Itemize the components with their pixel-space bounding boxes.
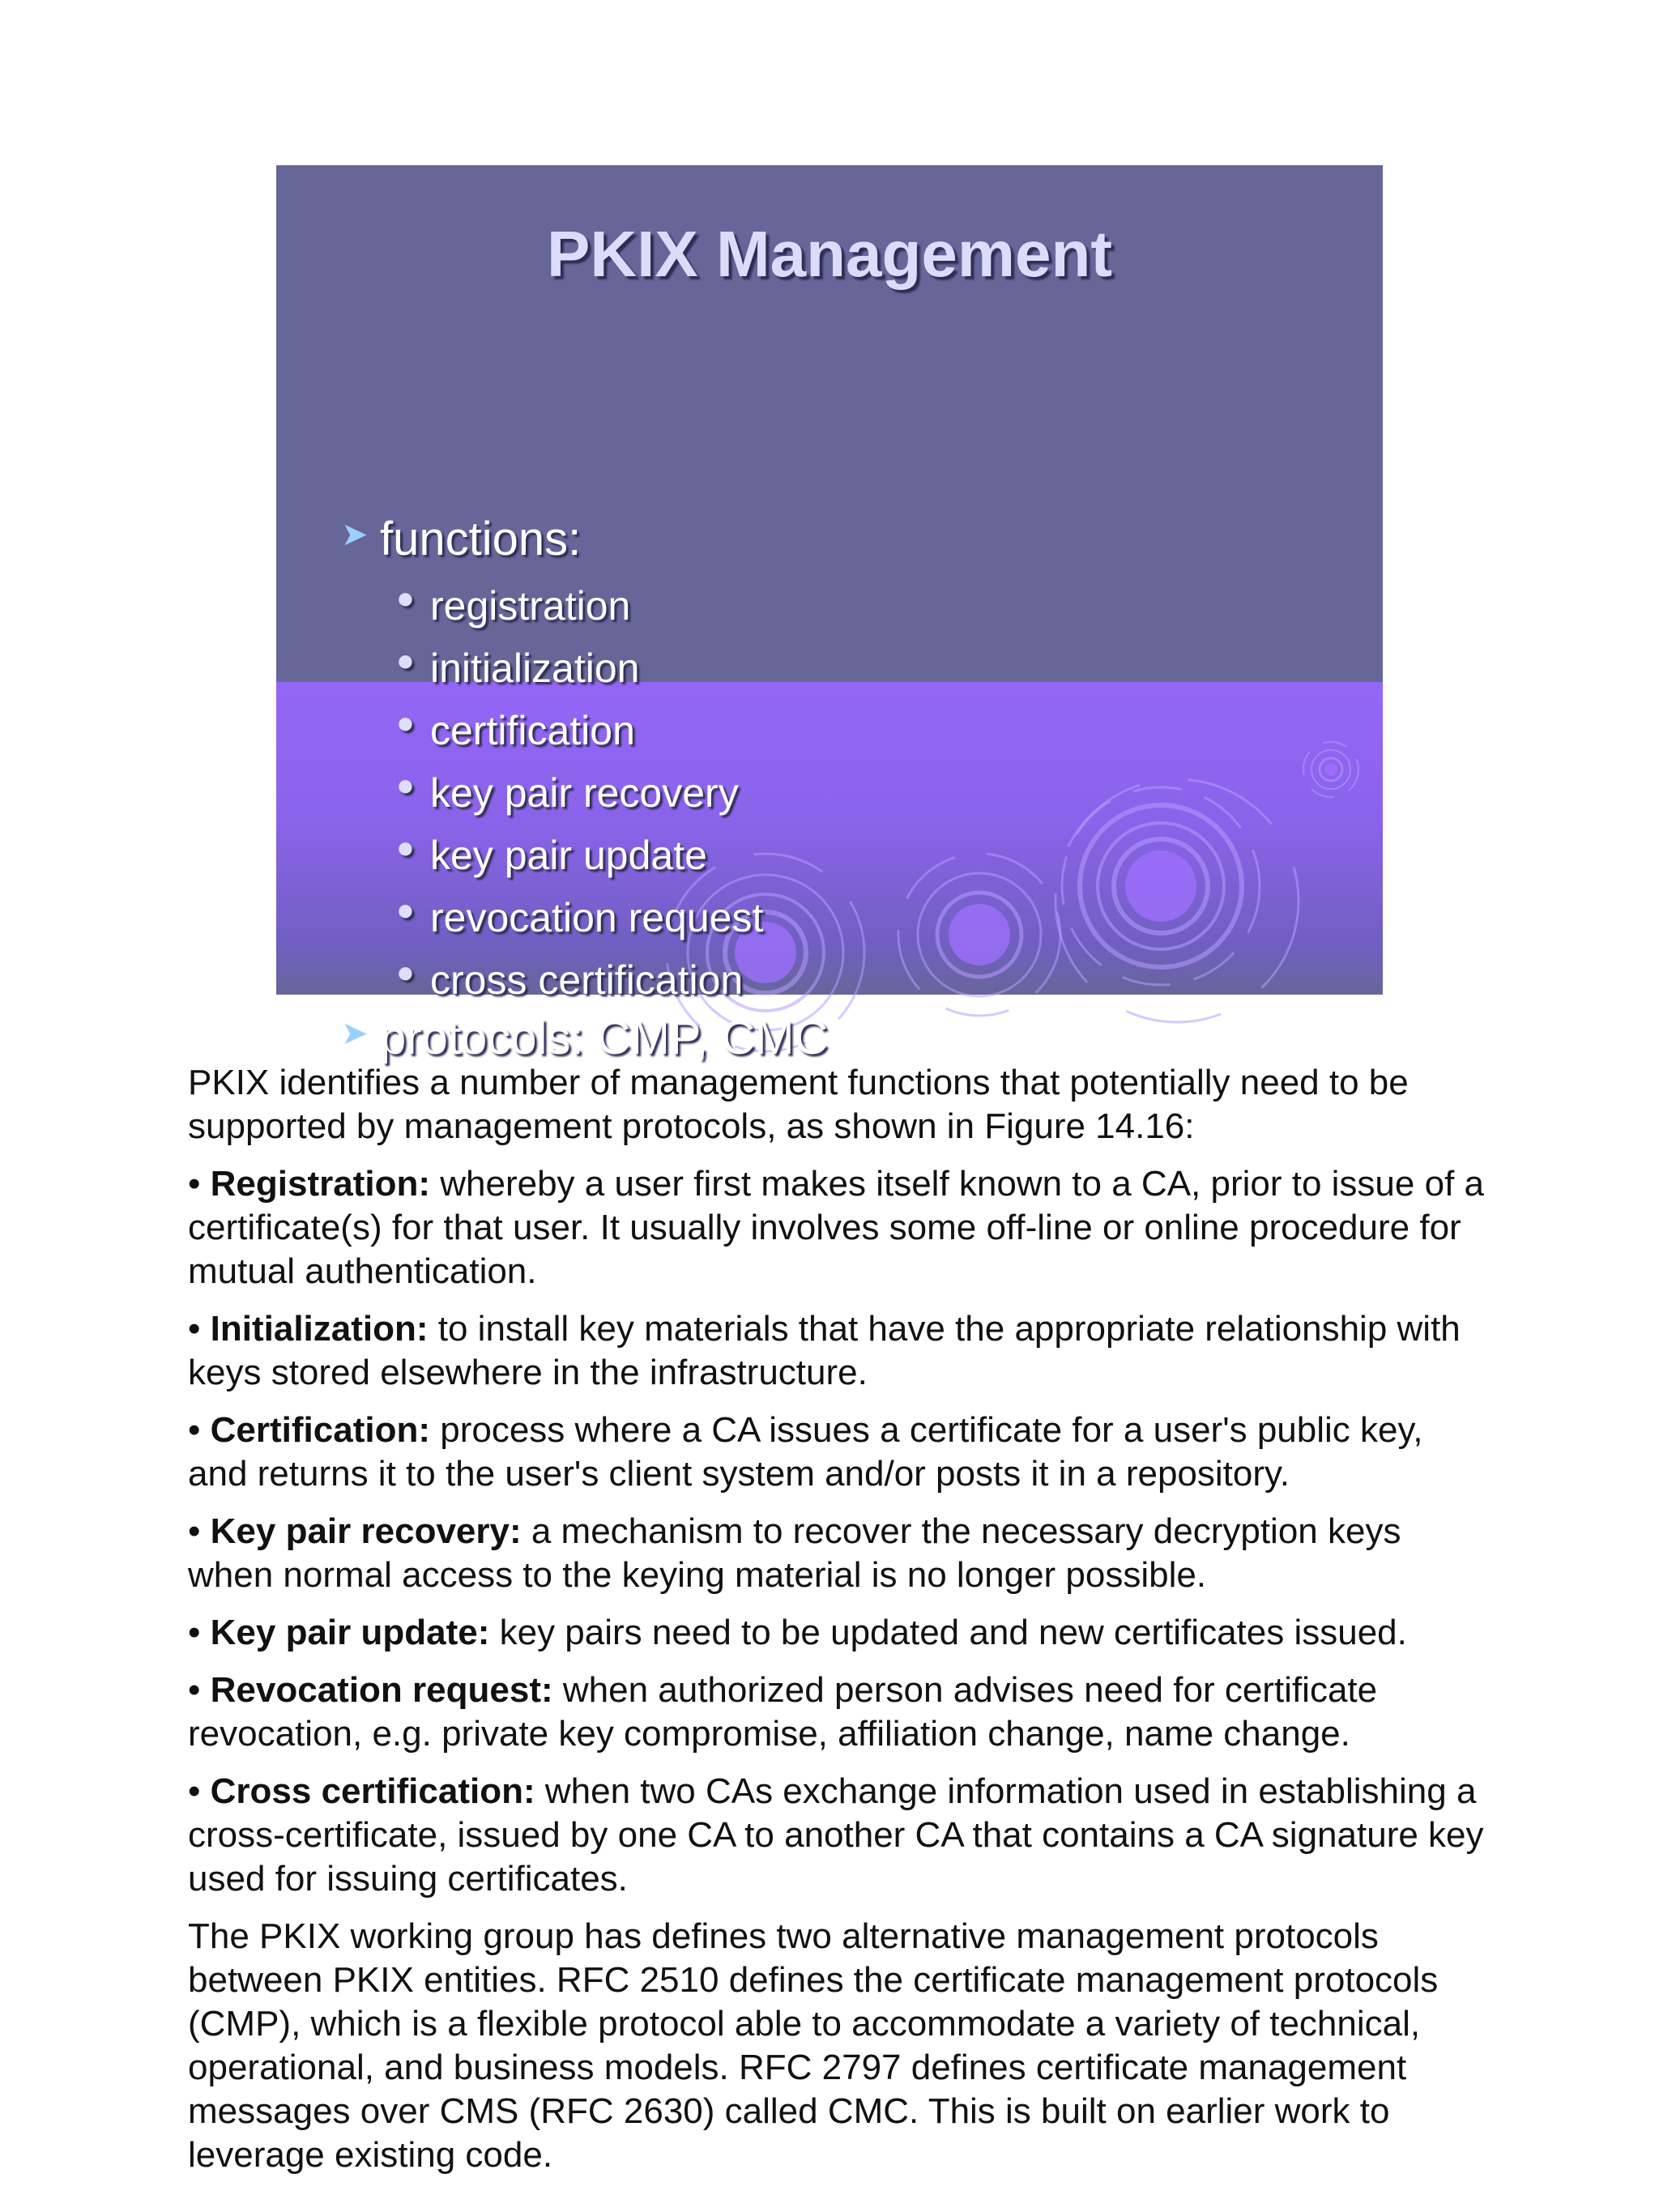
notes-item <box>188 1669 1484 1756</box>
speaker-notes <box>188 1061 1484 2191</box>
protocols-heading <box>341 1011 828 1065</box>
function-item <box>396 956 743 1004</box>
notes-text: when authorized person advises need for certificate revocation, e.g. private key compromise, affiliation change, name change. <box>188 1670 1378 1754</box>
bullet-glyph: • <box>188 1670 211 1710</box>
notes-text: key pairs need to be updated and new certificates issued. <box>489 1613 1407 1652</box>
notes-term: Initialization: <box>210 1309 429 1349</box>
function-label: registration <box>430 583 631 629</box>
notes-term: Revocation request: <box>210 1670 553 1710</box>
notes-term: Certification: <box>210 1410 430 1450</box>
dot-bullet-icon: ● <box>396 956 415 990</box>
dot-bullet-icon: ● <box>396 831 415 865</box>
function-item <box>396 831 707 879</box>
functions-label: functions: <box>380 513 582 565</box>
function-item <box>396 644 639 692</box>
slide-title: PKIX Management <box>547 218 1112 290</box>
function-label: certification <box>430 708 635 753</box>
notes-item <box>188 1611 1484 1655</box>
function-item <box>396 769 739 816</box>
slide-image <box>276 165 1383 1064</box>
bullet-glyph: • <box>188 1511 211 1551</box>
arrow-bullet-icon: ➤ <box>341 517 369 552</box>
protocols-label: protocols: CMP, CMC <box>380 1012 829 1064</box>
notes-text: when two CAs exchange information used in establishing a cross-certificate, issued by one CA to another CA that contains a CA signature key used for issuing certificates. <box>188 1771 1484 1899</box>
dot-bullet-icon: ● <box>396 644 415 678</box>
function-item <box>396 706 635 754</box>
bullet-glyph: • <box>188 1309 211 1349</box>
function-item <box>396 893 763 941</box>
notes-term: Registration: <box>210 1164 430 1204</box>
function-item <box>396 582 630 629</box>
bullet-glyph: • <box>188 1164 211 1204</box>
functions-heading <box>341 512 581 566</box>
function-label: revocation request <box>430 895 764 940</box>
notes-term: Cross certification: <box>210 1771 535 1811</box>
function-label: initialization <box>430 646 640 691</box>
bullet-glyph: • <box>188 1613 211 1652</box>
notes-text: whereby a user first makes itself known to a CA, prior to issue of a certificate(s) for that user. It usually involves some off-line or online procedure for mutual authentication. <box>188 1164 1484 1291</box>
notes-closing: The PKIX working group has defines two alternative management protocols between PKIX entities. RFC 2510 defines the certificate management protocols (CMP), which is a flexible protocol able to accommodate a variety of technical, operational, and business models. RFC 2797 defines certificate management messages over CMS (RFC 2630) called CMC. This is built on earlier work to leverage existing code. <box>188 1916 1439 2175</box>
dot-bullet-icon: ● <box>396 893 415 927</box>
notes-item <box>188 1770 1484 1901</box>
notes-item <box>188 1510 1484 1597</box>
notes-text: a mechanism to recover the necessary decryption keys when normal access to the keying material is no longer possible. <box>188 1511 1401 1595</box>
notes-term: Key pair recovery: <box>210 1511 522 1551</box>
notes-text: to install key materials that have the appropriate relationship with keys stored elsewhere in the infrastructure. <box>188 1309 1461 1392</box>
function-label: key pair recovery <box>430 770 739 816</box>
notes-text: process where a CA issues a certificate for a user's public key, and returns it to the user's client system and/or posts it in a repository. <box>188 1410 1423 1494</box>
dot-bullet-icon: ● <box>396 769 415 803</box>
notes-item <box>188 1409 1484 1496</box>
function-label: key pair update <box>430 833 707 878</box>
notes-item <box>188 1162 1484 1294</box>
notes-intro: PKIX identifies a number of management functions that potentially need to be supported by management protocols, as shown in Figure 14.16: <box>188 1063 1409 1146</box>
notes-term: Key pair update: <box>210 1613 490 1652</box>
dot-bullet-icon: ● <box>396 706 415 740</box>
notes-item <box>188 1307 1484 1395</box>
dot-bullet-icon: ● <box>396 582 415 616</box>
bullet-glyph: • <box>188 1410 211 1450</box>
function-label: cross certification <box>430 957 744 1003</box>
arrow-bullet-icon: ➤ <box>341 1016 369 1051</box>
bullet-glyph: • <box>188 1771 211 1811</box>
